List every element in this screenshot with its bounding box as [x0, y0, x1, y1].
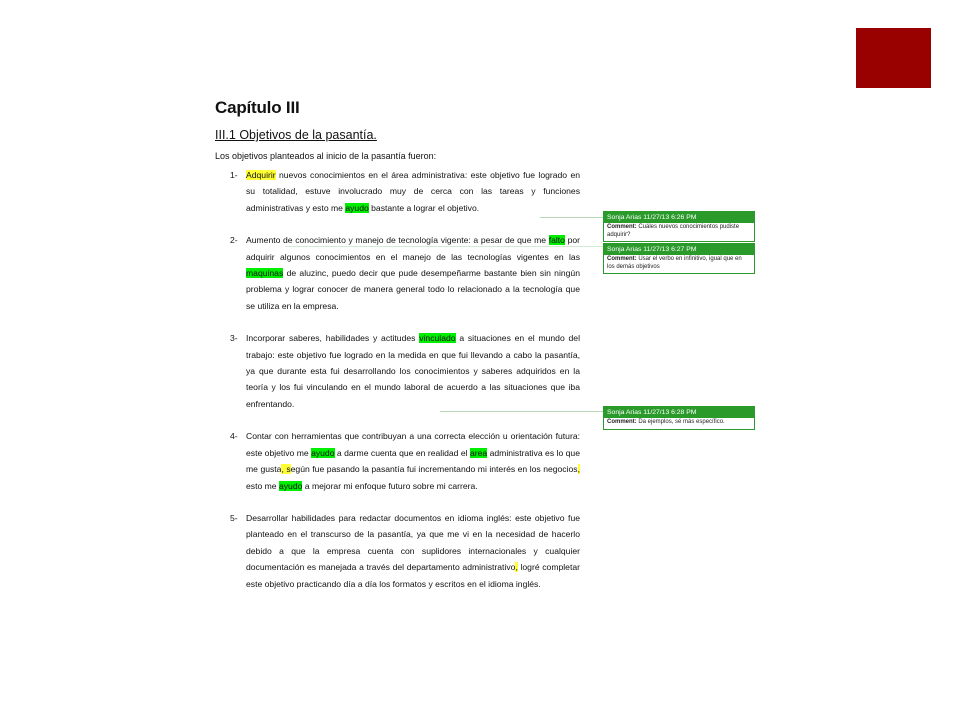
- item-number: 4-: [230, 431, 238, 442]
- highlighted-text: vinculado: [419, 333, 456, 344]
- item-text: a situaciones en el mundo del trabajo: este objetivo fue logrado en la medida en que fui llevando a cabo la pasantía, ya que durante esta fui desarrollando los conocimientos y saberes adquiridos en la teoría y los fui vinculando en el mundo laboral de acuerdo a las situaciones que iba enfrentando.: [246, 333, 580, 409]
- item-text: nuevos conocimientos en el área administrativa: este objetivo fue logrado en su totalidad, estuve involucrado muy de cerca con las tareas y funciones administrativas y esto me: [246, 170, 580, 213]
- objective-item: [215, 428, 580, 494]
- objective-item: [215, 510, 580, 592]
- item-number: 5-: [230, 512, 238, 523]
- intro-text: Los objetivos planteados al inicio de la pasantía fueron:: [215, 151, 437, 161]
- objective-item: [215, 330, 580, 412]
- highlighted-text: falto: [548, 235, 565, 246]
- comment-text: Usar el verbo en infinitivo, igual que en los demás objetivos: [607, 256, 742, 270]
- highlighted-text: maquinas: [246, 268, 284, 279]
- item-text: egún fue pasando la pasantía fui incrementando mi interés en los negocios: [290, 464, 578, 475]
- comment-connector-3: [440, 411, 603, 412]
- item-text: a mejorar mi enfoque futuro sobre mi carrera.: [302, 480, 478, 491]
- comment-balloon-1[interactable]: [603, 211, 755, 242]
- document-page: [215, 98, 580, 608]
- item-text: a darme cuenta que en realidad el: [334, 447, 470, 458]
- comment-text: Da ejemplos, sé más específico.: [636, 419, 725, 425]
- highlighted-text: ayudo: [278, 480, 303, 491]
- comment-body: [604, 223, 754, 241]
- highlighted-text: , s: [281, 464, 291, 475]
- item-text: Contar con herramientas que contribuyan a una correcta elección u orientación futura: este objetivo me: [246, 431, 580, 458]
- comment-label: Comment:: [607, 224, 637, 230]
- item-number: 2-: [230, 235, 238, 246]
- comment-balloon-2[interactable]: [603, 243, 755, 274]
- comment-label: Comment:: [607, 256, 637, 262]
- item-number: 1-: [230, 170, 238, 180]
- item-text: Desarrollar habilidades para redactar documentos en idioma inglés: este objetivo fue planteado en el transcurso de la pasantía, ya que me vi en la necesidad de hacerlo debido a que la empresa cuenta con suplidores internacionales y cualquier documentación es manejada a través del departamento administrativo: [246, 512, 580, 573]
- item-text: administrativa es lo que me gusta: [246, 447, 580, 475]
- item-number: 3-: [230, 333, 238, 344]
- objective-item: [215, 232, 580, 314]
- objective-item: [215, 167, 580, 216]
- highlighted-text: Adquirir: [246, 170, 276, 180]
- comment-connector-2: [285, 246, 603, 247]
- comment-connector-1: [540, 217, 603, 218]
- item-text: Incorporar saberes, habilidades y actitudes: [246, 333, 420, 344]
- comment-author: Sonja Arias 11/27/13 6:28 PM: [604, 407, 754, 418]
- item-text: esto me: [246, 480, 279, 491]
- item-text: de aluzinc, puedo decir que pude desempeñarme bastante bien sin ningún problema y lograr conocer de manera general todo lo relacionado a la tecnología que se utiliza en la empresa.: [246, 268, 580, 311]
- item-text: por adquirir algunos conocimientos en el manejo de las tecnologías vigentes en las: [246, 235, 581, 262]
- highlighted-text: ayudo: [345, 202, 369, 213]
- chapter-title: Capítulo III: [215, 98, 300, 117]
- section-title: III.1 Objetivos de la pasantía.: [215, 128, 377, 142]
- comment-balloon-3[interactable]: [603, 406, 755, 430]
- comment-text: Cuáles nuevos conocimientos pudiste adquirir?: [607, 224, 740, 238]
- highlighted-text: ayudo: [311, 447, 335, 458]
- item-text: Aumento de conocimiento y manejo de tecnología vigente: a pesar de que me: [246, 235, 549, 246]
- objectives-list: [215, 167, 580, 592]
- highlighted-text: ,: [577, 464, 580, 475]
- comment-author: Sonja Arias 11/27/13 6:27 PM: [604, 244, 754, 255]
- comment-body: [604, 255, 754, 273]
- comment-body: [604, 418, 754, 429]
- highlighted-text: ,: [515, 562, 518, 573]
- accent-square: [856, 28, 931, 88]
- comment-author: Sonja Arias 11/27/13 6:26 PM: [604, 212, 754, 223]
- item-text: bastante a lograr el objetivo.: [368, 202, 480, 213]
- comment-label: Comment:: [607, 419, 637, 425]
- item-text: logré completar este objetivo practicando día a día los formatos y escritos en el idioma inglés.: [246, 562, 580, 589]
- highlighted-text: area: [469, 447, 488, 458]
